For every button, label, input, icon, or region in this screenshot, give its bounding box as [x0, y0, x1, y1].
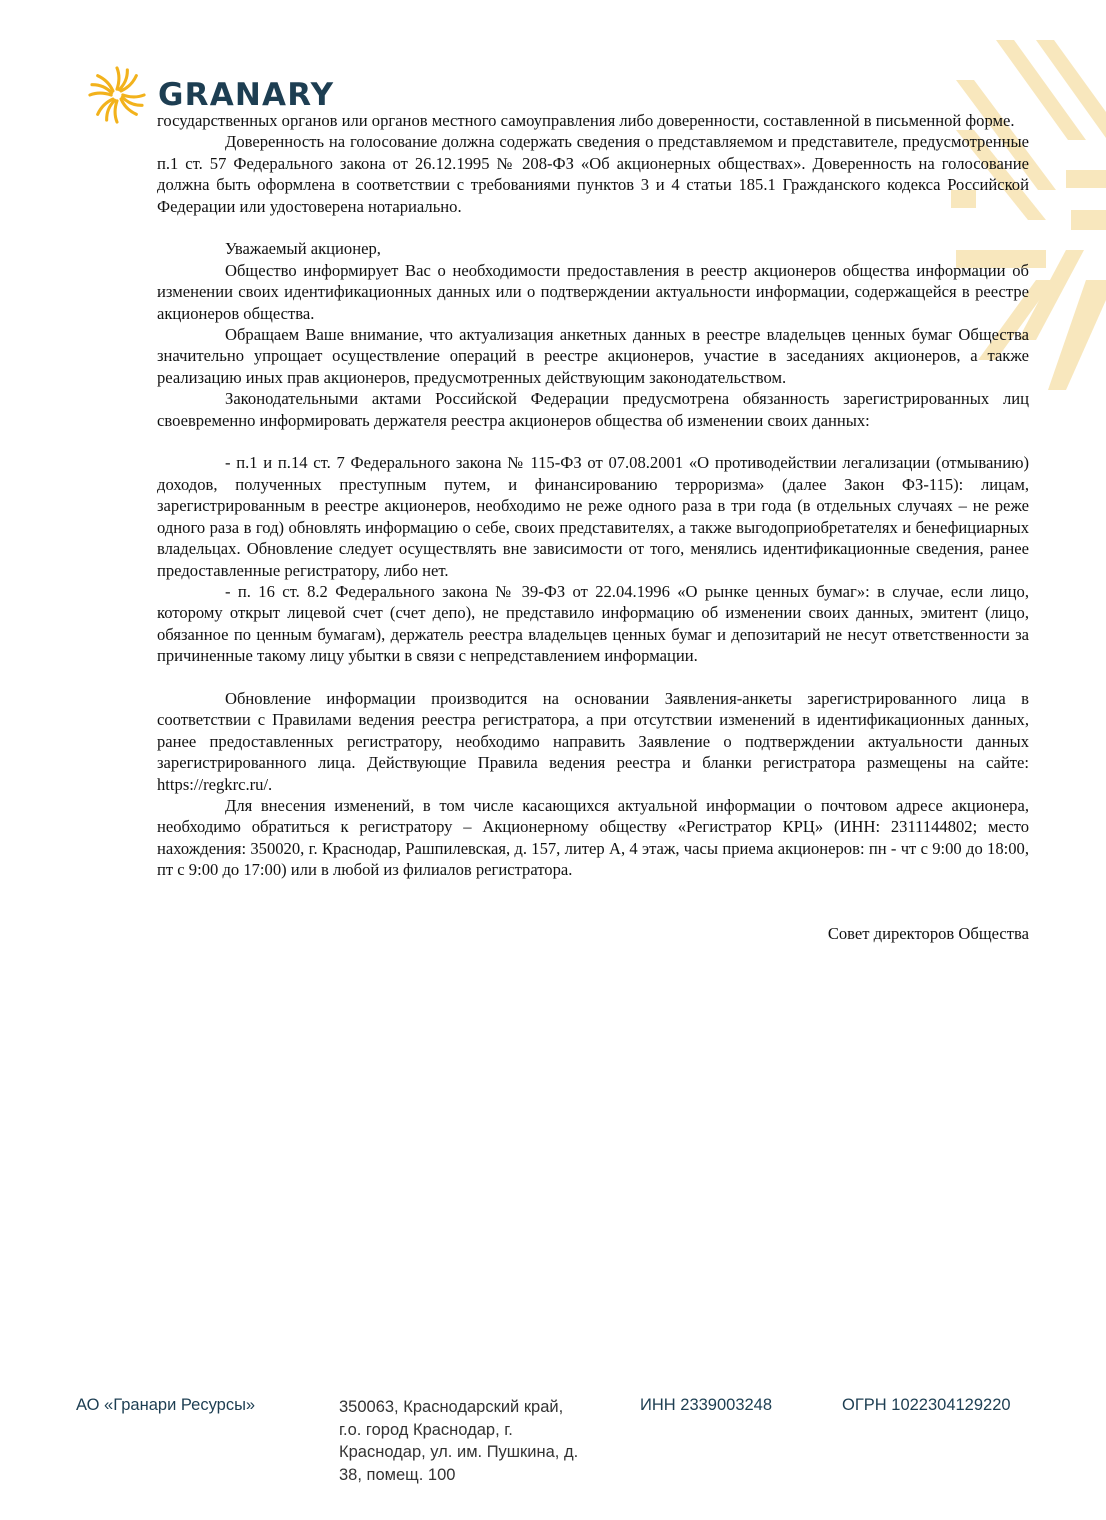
footer-ogrn: ОГРН 1022304129220: [842, 1396, 1011, 1414]
greeting: Уважаемый акционер,: [225, 239, 381, 259]
paragraph-legal-obligation: Законодательными актами Российской Федерации предусмотрена обязанность зарегистрированных лиц своевременно информировать держателя реестра акционеров общества об изменении своих данных:: [157, 389, 1029, 430]
paragraph-attention: Обращаем Ваше внимание, что актуализация анкетных данных в реестре владельцев ценных бумаг Общества значительно упрощает осуществление операций в реестре акционеров, участие в заседаниях акционеров, а также реализацию иных прав акционеров, предусмотренных действующим законодательством.: [157, 325, 1029, 387]
footer-address-line: Краснодар, ул. им. Пушкина, д.: [339, 1443, 579, 1461]
footer-address-line: г.о. город Краснодар, г.: [339, 1420, 513, 1439]
letter-body: [157, 110, 1029, 944]
paragraph-proxy-requirements: Доверенность на голосование должна содержать сведения о представляемом и представителе, предусмотренные п.1 ст. 57 Федерального закона от 26.12.1995 № 208-ФЗ «Об акционерных обществах». Доверенность на голосование должна быть оформлена в соответствии с требованиями пунктов 3 и 4 статьи 185.1 Гражданского кодекса Российской Федерации или удостоверена нотариально.: [157, 132, 1029, 216]
signature: Совет директоров Общества: [827, 923, 1029, 943]
footer-address-line: 350063, Краснодарский край,: [339, 1398, 564, 1416]
paragraph-law-39: - п. 16 ст. 8.2 Федерального закона № 39-ФЗ от 22.04.1996 «О рынке ценных бумаг»: в случае, если лицо, которому открыт лицевой счет (счет депо), не представило информацию об изменении своих данных, эмитент (лицо, обязанное по ценным бумагам), держатель реестра владельцев ценных бумаг и депозитарий не несут ответственности за причиненные такому лицу убытки в связи с непредставлением информации.: [157, 581, 1029, 666]
paragraph-info-request: Общество информирует Вас о необходимости предоставления в реестр акционеров общества информации об изменении своих идентификационных данных или о подтверждении актуальности информации, содержащейся в реестре акционеров общества.: [157, 260, 1029, 323]
paragraph-update-procedure: Обновление информации производится на основании Заявления-анкеты зарегистрированного лица в соответствии с Правилами ведения реестра регистратора, а при отсутствии изменений в идентификационных данных, ранее предоставленных регистратору, необходимо направить Заявление о подтверждении актуальности данных зарегистрированного лица. Действующие Правила ведения реестра и бланки регистратора размещены на сайте: https://regkrc.ru/.: [157, 688, 1029, 794]
paragraph-law-115: - п.1 и п.14 ст. 7 Федерального закона № 115-ФЗ от 07.08.2001 «О противодействии легализации (отмыванию) доходов, полученных преступным путем, и финансированию терроризма» (далее Закон ФЗ-115): лицам, зарегистрированным в реестре акционеров, необходимо не реже одного раза в три года (в отдельных случаях – не реже одного раза в год) обновлять информацию о себе, своих представителях, а также выгодоприобретателях и бенефициарных владельцах. Обновление следует осуществлять вне зависимости от того, менялись идентификационные сведения, ранее предоставленные регистратору, либо нет.: [157, 453, 1029, 580]
footer-inn: ИНН 2339003248: [640, 1396, 773, 1414]
brand-name: GRANARY: [158, 77, 335, 113]
footer-address: [339, 1396, 619, 1486]
granary-sunburst-icon: [88, 66, 146, 124]
paragraph-proxy-form-end: государственных органов или органов местного самоуправления либо доверенности, составленной в письменной форме.: [157, 111, 1015, 130]
paragraph-registrar-contact: Для внесения изменений, в том числе касающихся актуальной информации о почтовом адресе акционера, необходимо обратиться к регистратору – Акционерному обществу «Регистратор КРЦ» (ИНН: 2311144802; место нахождения: 350020, г. Краснодар, Рашпилевская, д. 157, литер А, 4 этаж, часы приема акционеров: пн - чт с 9:00 до 18:00, пт с 9:00 до 17:00) или в любой из филиалов регистратора.: [157, 795, 1029, 880]
footer-company-name: АО «Гранари Ресурсы»: [76, 1396, 256, 1414]
footer-address-line: 38, помещ. 100: [339, 1465, 456, 1484]
